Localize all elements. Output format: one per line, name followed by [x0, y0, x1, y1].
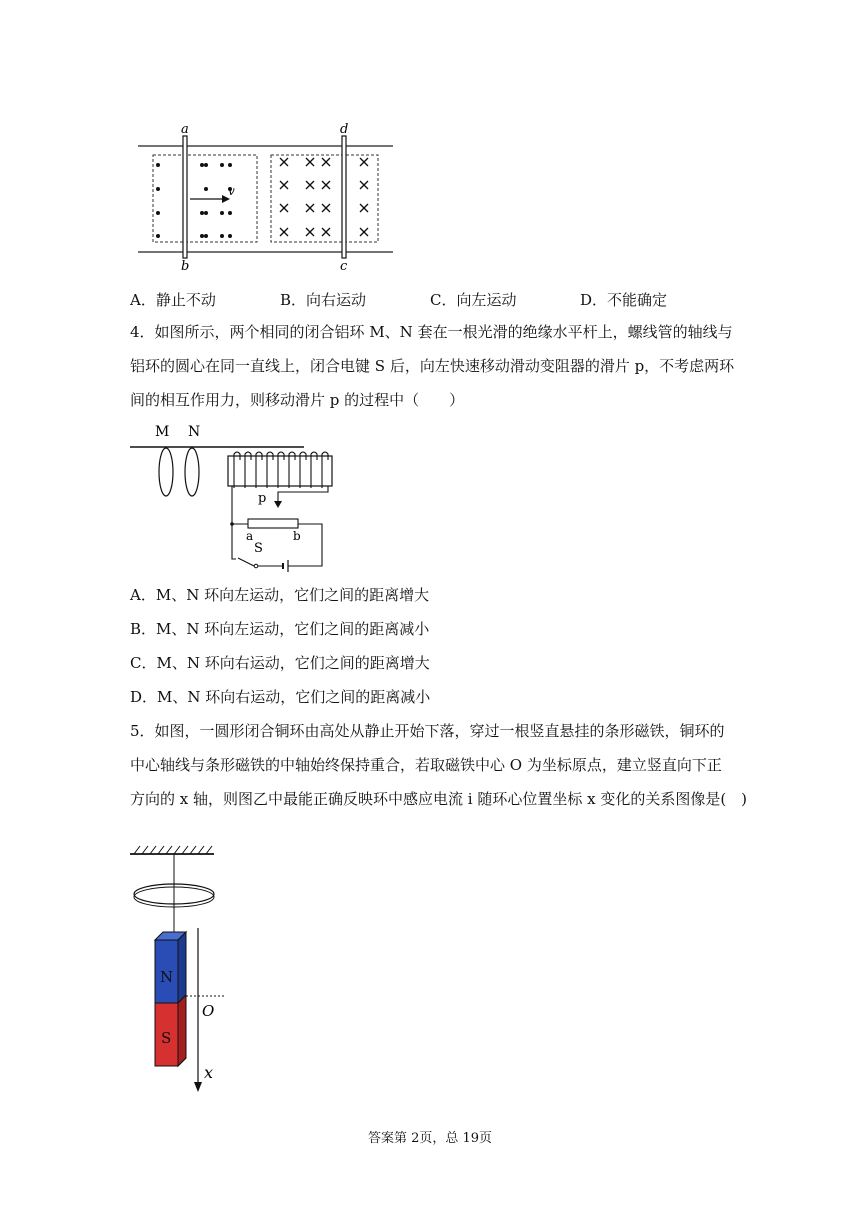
label-b-rheostat: b — [293, 529, 301, 543]
q4-option-c: C．M、N 环向右运动，它们之间的距离增大 — [130, 654, 430, 672]
field-dot — [156, 211, 160, 215]
label-S: S — [254, 541, 263, 556]
ceiling-hatch — [174, 846, 180, 854]
figure-q5-magnet-ring — [124, 840, 234, 1100]
label-x: x — [204, 1063, 214, 1082]
solenoid-coil — [234, 452, 240, 488]
figure-q4-solenoid-circuit — [128, 420, 348, 580]
field-cross — [322, 158, 330, 166]
field-dot — [220, 234, 224, 238]
field-dot — [200, 163, 204, 167]
q4-stem-line-1: 4．如图所示，两个相同的闭合铝环 M、N 套在一根光滑的绝缘水平杆上，螺线管的轴线与 — [130, 323, 733, 341]
ceiling-hatch — [150, 846, 156, 854]
solenoid-coil — [256, 452, 262, 488]
label-b: b — [181, 259, 190, 272]
ceiling-hatch — [190, 846, 196, 854]
label-p: p — [258, 491, 267, 506]
q5-stem-line-2: 中心轴线与条形磁铁的中轴始终保持重合，若取磁铁中心 O 为坐标原点，建立竖直向下正 — [130, 756, 722, 774]
field-cross — [306, 158, 314, 166]
field-dot — [204, 163, 208, 167]
label-N: N — [188, 424, 201, 440]
page-footer: 答案第 2页，总 19页 — [367, 1131, 493, 1146]
solenoid-coil — [289, 452, 295, 488]
ceiling-hatch — [142, 846, 148, 854]
q3-option-a: A．静止不动 — [130, 291, 216, 309]
q3-option-d: D．不能确定 — [580, 291, 668, 309]
field-dot — [228, 234, 232, 238]
solenoid-coil — [300, 452, 306, 488]
field-dot — [156, 234, 160, 238]
field-cross — [360, 181, 368, 189]
label-O: O — [202, 1002, 215, 1020]
q4-option-a: A．M、N 环向左运动，它们之间的距离增大 — [130, 586, 430, 604]
ceiling-hatch — [182, 846, 188, 854]
q3-option-b: B．向右运动 — [280, 291, 367, 309]
solenoid-coil — [267, 452, 273, 488]
ceiling-hatch — [166, 846, 172, 854]
field-cross — [280, 158, 288, 166]
field-dot — [228, 163, 232, 167]
field-cross — [280, 228, 288, 236]
field-cross — [280, 181, 288, 189]
q4-option-d: D．M、N 环向右运动，它们之间的距离减小 — [130, 688, 431, 706]
field-dot — [200, 211, 204, 215]
field-dot — [220, 211, 224, 215]
q4-stem-line-2: 铝环的圆心在同一直线上，闭合电键 S 后，向左快速移动滑动变阻器的滑片 p，不考虑两环 — [130, 357, 735, 375]
q5-stem-line-1: 5．如图，一圆形闭合铜环由高处从静止开始下落，穿过一根竖直悬挂的条形磁铁，铜环的 — [130, 722, 725, 740]
field-cross — [360, 158, 368, 166]
field-dot — [220, 163, 224, 167]
q4-option-b: B．M、N 环向左运动，它们之间的距离减小 — [130, 620, 430, 638]
field-dot — [204, 234, 208, 238]
ceiling-hatch — [206, 846, 212, 854]
label-a-rheostat: a — [246, 529, 254, 543]
field-cross — [360, 228, 368, 236]
label-a: a — [181, 122, 189, 137]
field-dot — [156, 187, 160, 191]
field-cross — [280, 204, 288, 212]
field-cross — [322, 228, 330, 236]
label-v: v — [228, 184, 235, 198]
figure-q3-rails-magnetic-field — [138, 122, 398, 272]
field-dot — [200, 234, 204, 238]
solenoid-coil — [245, 452, 251, 488]
label-c: c — [340, 259, 348, 272]
field-cross — [306, 204, 314, 212]
label-M: M — [155, 424, 170, 440]
field-cross — [306, 228, 314, 236]
solenoid-coil — [311, 452, 317, 488]
ceiling-hatch — [158, 846, 164, 854]
field-cross — [306, 181, 314, 189]
ceiling-hatch — [198, 846, 204, 854]
ceiling-hatch — [134, 846, 140, 854]
solenoid-coil — [278, 452, 284, 488]
field-dot — [204, 211, 208, 215]
q5-stem-line-3: 方向的 x 轴，则图乙中最能正确反映环中感应电流 i 随环心位置坐标 x 变化的关系图像是( ) — [130, 790, 748, 808]
field-cross — [360, 204, 368, 212]
label-N-pole: N — [160, 968, 174, 986]
solenoid-coil — [322, 452, 328, 488]
field-dot — [156, 163, 160, 167]
field-dot — [228, 211, 232, 215]
field-cross — [322, 204, 330, 212]
q3-option-c: C．向左运动 — [430, 291, 517, 309]
label-d: d — [340, 122, 349, 137]
label-S-pole: S — [161, 1029, 172, 1047]
field-cross — [322, 181, 330, 189]
q4-stem-line-3: 间的相互作用力，则移动滑片 p 的过程中（ ） — [130, 391, 465, 409]
field-dot — [204, 187, 208, 191]
